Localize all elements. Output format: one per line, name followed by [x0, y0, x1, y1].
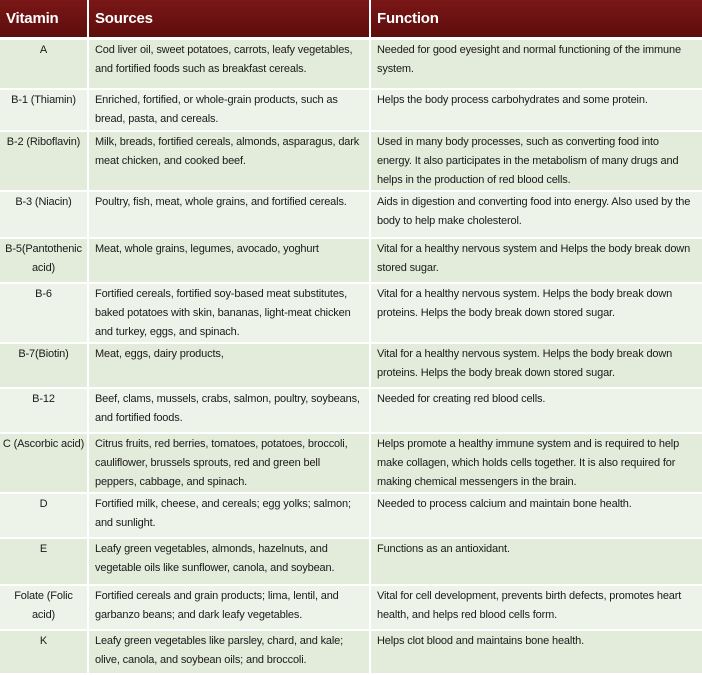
sources-cell: Fortified cereals and grain products; lima, lentil, and garbanzo beans; and dark leafy vegetables. — [88, 585, 370, 630]
table-row — [0, 433, 702, 493]
function-cell: Needed for creating red blood cells. — [370, 388, 702, 433]
table-row — [0, 493, 702, 538]
table-row — [0, 585, 702, 630]
table-body — [0, 39, 702, 674]
vitamin-cell: B-5(Pantothenic acid) — [0, 238, 88, 283]
sources-cell: Enriched, fortified, or whole-grain products, such as bread, pasta, and cereals. — [88, 89, 370, 131]
vitamin-cell: B-3 (Niacin) — [0, 191, 88, 238]
table-row — [0, 39, 702, 89]
header-sources: Sources — [88, 0, 370, 39]
vitamin-cell: Folate (Folic acid) — [0, 585, 88, 630]
function-cell: Needed to process calcium and maintain bone health. — [370, 493, 702, 538]
vitamin-cell: B-6 — [0, 283, 88, 343]
table-row — [0, 630, 702, 674]
function-cell: Aids in digestion and converting food into energy. Also used by the body to help make cholesterol. — [370, 191, 702, 238]
function-cell: Vital for a healthy nervous system. Helps the body break down proteins. Helps the body break down stored sugar. — [370, 343, 702, 388]
table-row — [0, 191, 702, 238]
table-header — [0, 0, 702, 39]
vitamin-cell: E — [0, 538, 88, 585]
sources-cell: Cod liver oil, sweet potatoes, carrots, leafy vegetables, and fortified foods such as breakfast cereals. — [88, 39, 370, 89]
vitamin-cell: A — [0, 39, 88, 89]
sources-cell: Meat, whole grains, legumes, avocado, yoghurt — [88, 238, 370, 283]
vitamin-cell: C (Ascorbic acid) — [0, 433, 88, 493]
function-cell: Used in many body processes, such as converting food into energy. It also participates in the metabolism of many drugs and helps in the production of red blood cells. — [370, 131, 702, 191]
sources-cell: Poultry, fish, meat, whole grains, and fortified cereals. — [88, 191, 370, 238]
sources-cell: Milk, breads, fortified cereals, almonds, asparagus, dark meat chicken, and cooked beef. — [88, 131, 370, 191]
sources-cell: Leafy green vegetables like parsley, chard, and kale; olive, canola, and soybean oils; and broccoli. — [88, 630, 370, 674]
table-row — [0, 283, 702, 343]
header-vitamin: Vitamin — [0, 0, 88, 39]
sources-cell: Meat, eggs, dairy products, — [88, 343, 370, 388]
sources-cell: Fortified milk, cheese, and cereals; egg yolks; salmon; and sunlight. — [88, 493, 370, 538]
vitamin-cell: B-1 (Thiamin) — [0, 89, 88, 131]
sources-cell: Leafy green vegetables, almonds, hazelnuts, and vegetable oils like sunflower, canola, and soybean. — [88, 538, 370, 585]
function-cell: Vital for a healthy nervous system and Helps the body break down stored sugar. — [370, 238, 702, 283]
function-cell: Helps promote a healthy immune system and is required to help make collagen, which holds cells together. It is also required for making chemical messengers in the brain. — [370, 433, 702, 493]
vitamin-cell: D — [0, 493, 88, 538]
table-row — [0, 343, 702, 388]
table-row — [0, 388, 702, 433]
function-cell: Vital for a healthy nervous system. Helps the body break down proteins. Helps the body break down stored sugar. — [370, 283, 702, 343]
vitamin-cell: K — [0, 630, 88, 674]
table-row — [0, 538, 702, 585]
table-row — [0, 131, 702, 191]
header-function: Function — [370, 0, 702, 39]
function-cell: Helps the body process carbohydrates and some protein. — [370, 89, 702, 131]
function-cell: Vital for cell development, prevents birth defects, promotes heart health, and helps red blood cells form. — [370, 585, 702, 630]
sources-cell: Fortified cereals, fortified soy-based meat substitutes, baked potatoes with skin, bananas, light-meat chicken and turkey, eggs, and spinach. — [88, 283, 370, 343]
function-cell: Functions as an antioxidant. — [370, 538, 702, 585]
sources-cell: Beef, clams, mussels, crabs, salmon, poultry, soybeans, and fortified foods. — [88, 388, 370, 433]
vitamin-cell: B-12 — [0, 388, 88, 433]
sources-cell: Citrus fruits, red berries, tomatoes, potatoes, broccoli, cauliflower, brussels sprouts, red and green bell peppers, cabbage, and spinach. — [88, 433, 370, 493]
vitamin-cell: B-7(Biotin) — [0, 343, 88, 388]
table-row — [0, 89, 702, 131]
function-cell: Needed for good eyesight and normal functioning of the immune system. — [370, 39, 702, 89]
table-row — [0, 238, 702, 283]
header-row — [0, 0, 702, 39]
function-cell: Helps clot blood and maintains bone health. — [370, 630, 702, 674]
vitamin-cell: B-2 (Riboflavin) — [0, 131, 88, 191]
